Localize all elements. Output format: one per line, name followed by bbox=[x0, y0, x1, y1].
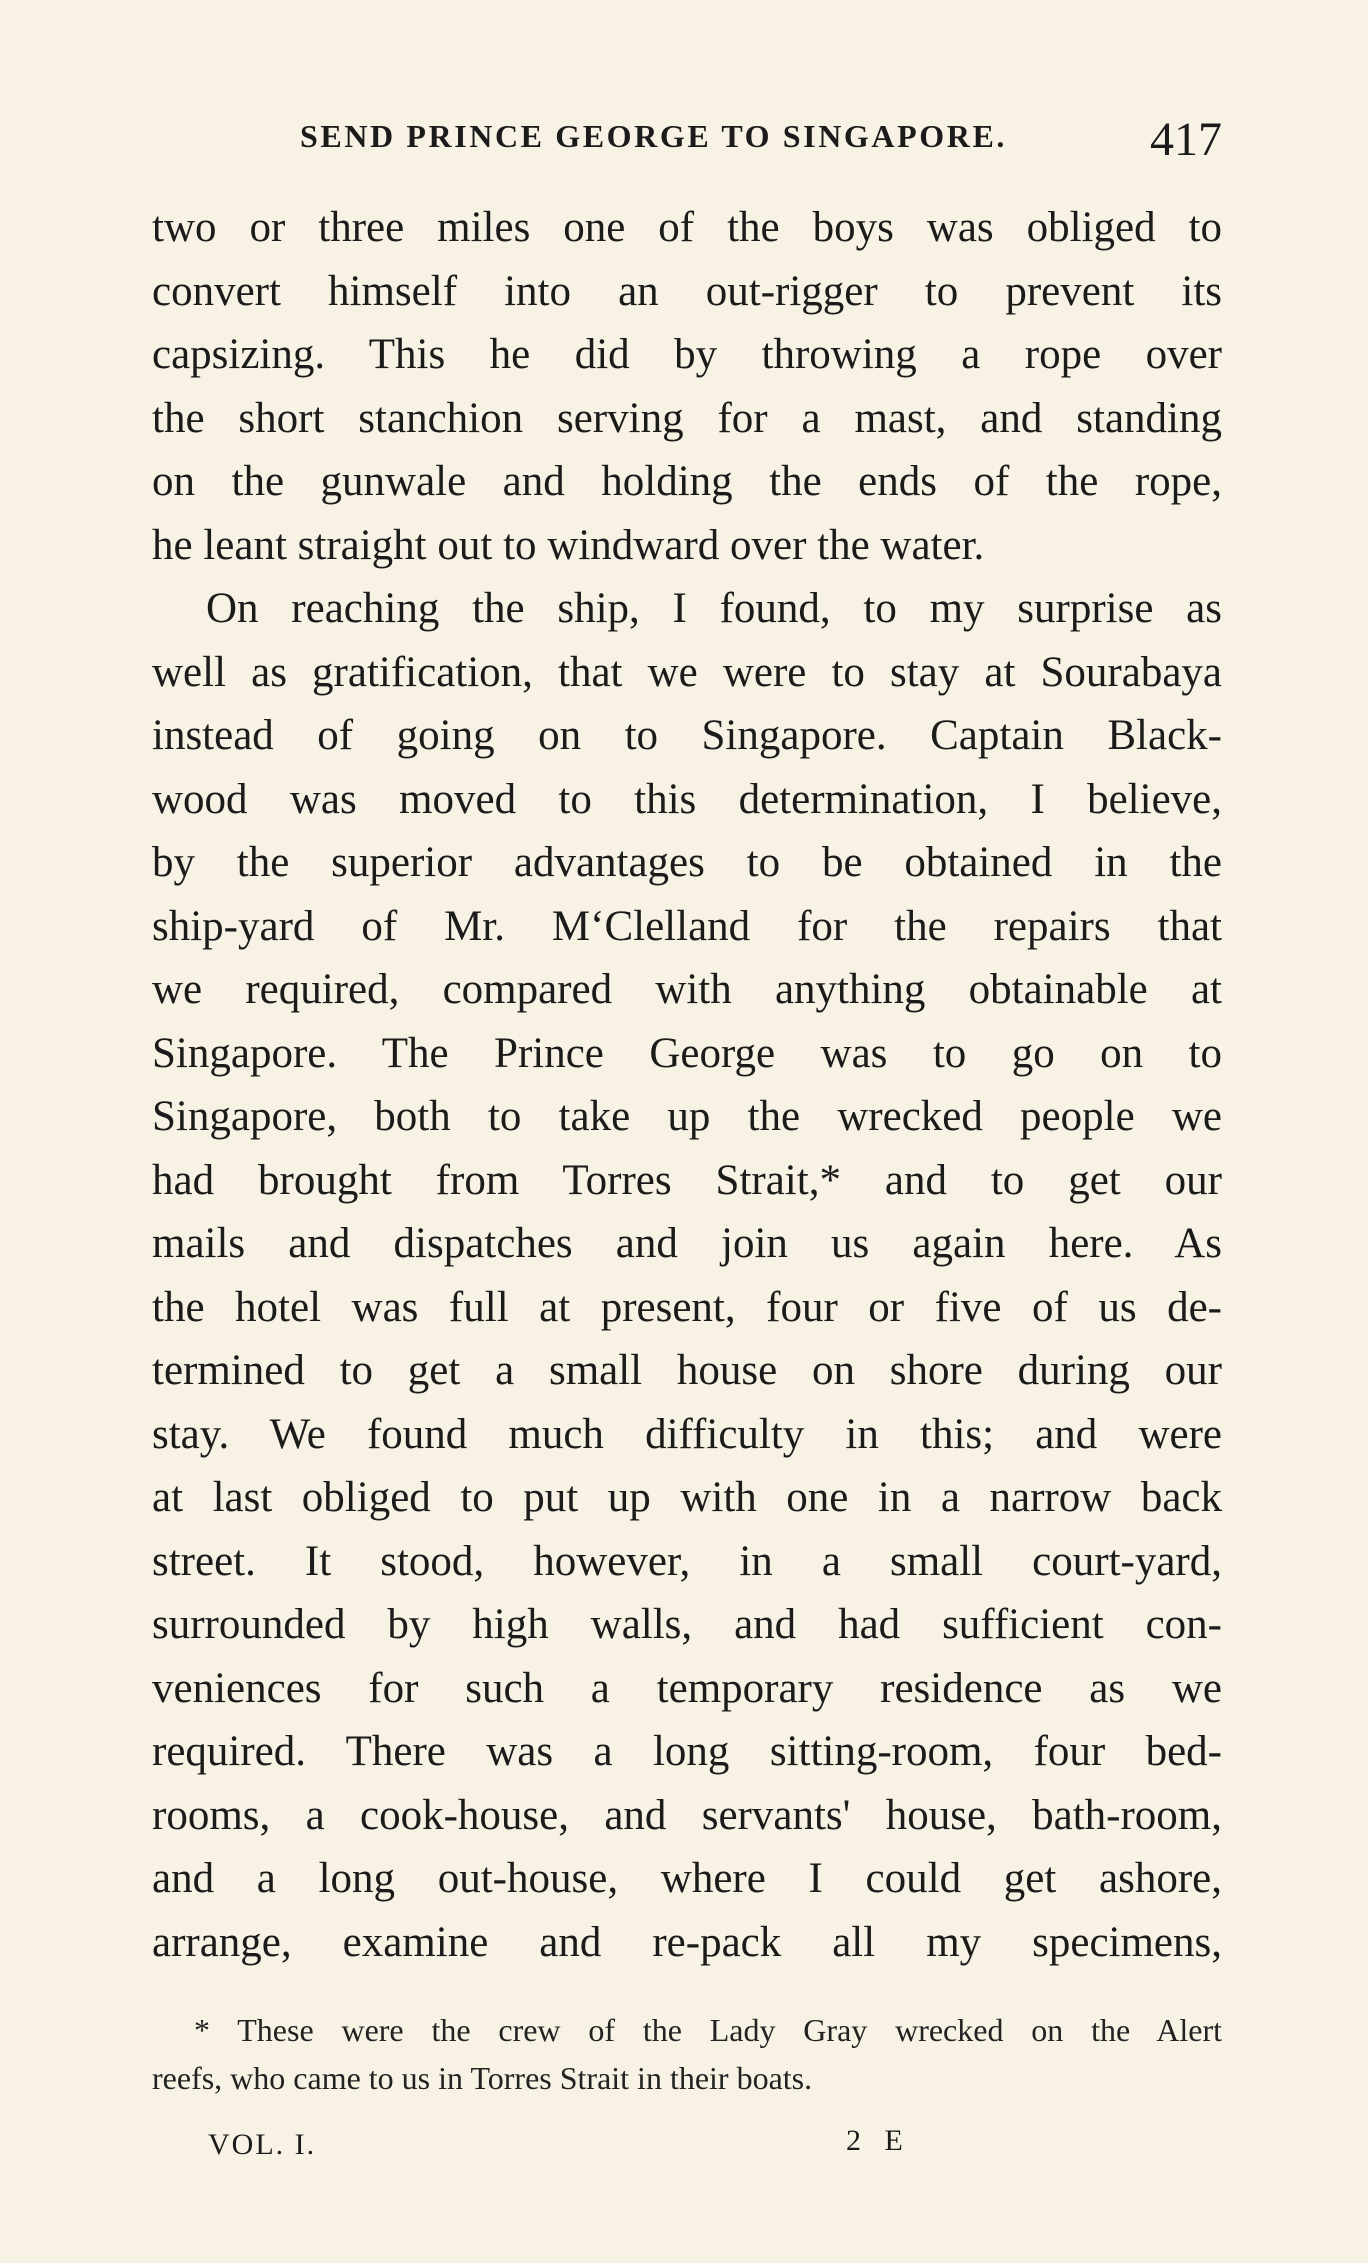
text-line: the hotel was full at present, four or five of us de- bbox=[152, 1283, 1222, 1331]
running-title: SEND PRINCE GEORGE TO SINGAPORE. bbox=[300, 118, 1008, 154]
signature-mark: 2 E bbox=[846, 2124, 911, 2157]
text-line: surrounded by high walls, and had sufficient con- bbox=[152, 1601, 1222, 1648]
text-line: wood was moved to this determination, I believe, bbox=[152, 775, 1222, 823]
footnote-line: reefs, who came to us in Torres Strait in their boats. bbox=[152, 2060, 813, 2096]
text-line: rooms, a cook-house, and servants' house, bath-room, bbox=[152, 1791, 1222, 1839]
text-line: well as gratification, that we were to stay at Sourabaya bbox=[152, 648, 1222, 696]
text-line: required. There was a long sitting-room, four bed- bbox=[152, 1728, 1222, 1775]
footnote-line: * These were the crew of the Lady Gray wrecked on the Alert bbox=[194, 2012, 1222, 2048]
page-footer bbox=[208, 2124, 938, 2168]
text-line: stay. We found much difficulty in this; and were bbox=[152, 1410, 1222, 1458]
text-line: two or three miles one of the boys was obliged to bbox=[152, 204, 1222, 251]
text-line: he leant straight out to windward over the water. bbox=[152, 521, 985, 569]
text-line: ship-yard of Mr. M‘Clelland for the repairs that bbox=[152, 902, 1222, 950]
text-line: had brought from Torres Strait,* and to get our bbox=[152, 1156, 1222, 1204]
text-line: and a long out-house, where I could get ashore, bbox=[152, 1855, 1222, 1902]
text-line: On reaching the ship, I found, to my surprise as bbox=[206, 585, 1222, 632]
text-line: at last obliged to put up with one in a narrow back bbox=[152, 1474, 1222, 1521]
page-number: 417 bbox=[1150, 113, 1222, 166]
footnote bbox=[152, 2006, 1222, 2102]
text-line: capsizing. This he did by throwing a rope over bbox=[152, 331, 1222, 378]
text-line: arrange, examine and re-pack all my specimens, bbox=[152, 1918, 1222, 1966]
running-head bbox=[300, 112, 1222, 168]
text-line: on the gunwale and holding the ends of the rope, bbox=[152, 458, 1222, 505]
text-line: termined to get a small house on shore during our bbox=[152, 1347, 1222, 1394]
text-line: street. It stood, however, in a small court-yard, bbox=[152, 1537, 1222, 1585]
text-line: Singapore. The Prince George was to go on to bbox=[152, 1029, 1222, 1077]
text-line: instead of going on to Singapore. Captain Black- bbox=[152, 712, 1222, 759]
text-line: veniences for such a temporary residence as we bbox=[152, 1664, 1222, 1712]
text-line: mails and dispatches and join us again here. As bbox=[152, 1220, 1222, 1267]
body-text bbox=[152, 196, 1222, 1974]
text-line: the short stanchion serving for a mast, and standing bbox=[152, 394, 1222, 442]
text-line: we required, compared with anything obtainable at bbox=[152, 966, 1222, 1013]
text-line: convert himself into an out-rigger to prevent its bbox=[152, 267, 1222, 315]
text-line: by the superior advantages to be obtained in the bbox=[152, 839, 1222, 886]
volume-label: VOL. I. bbox=[208, 2128, 317, 2161]
text-line: Singapore, both to take up the wrecked people we bbox=[152, 1093, 1222, 1140]
